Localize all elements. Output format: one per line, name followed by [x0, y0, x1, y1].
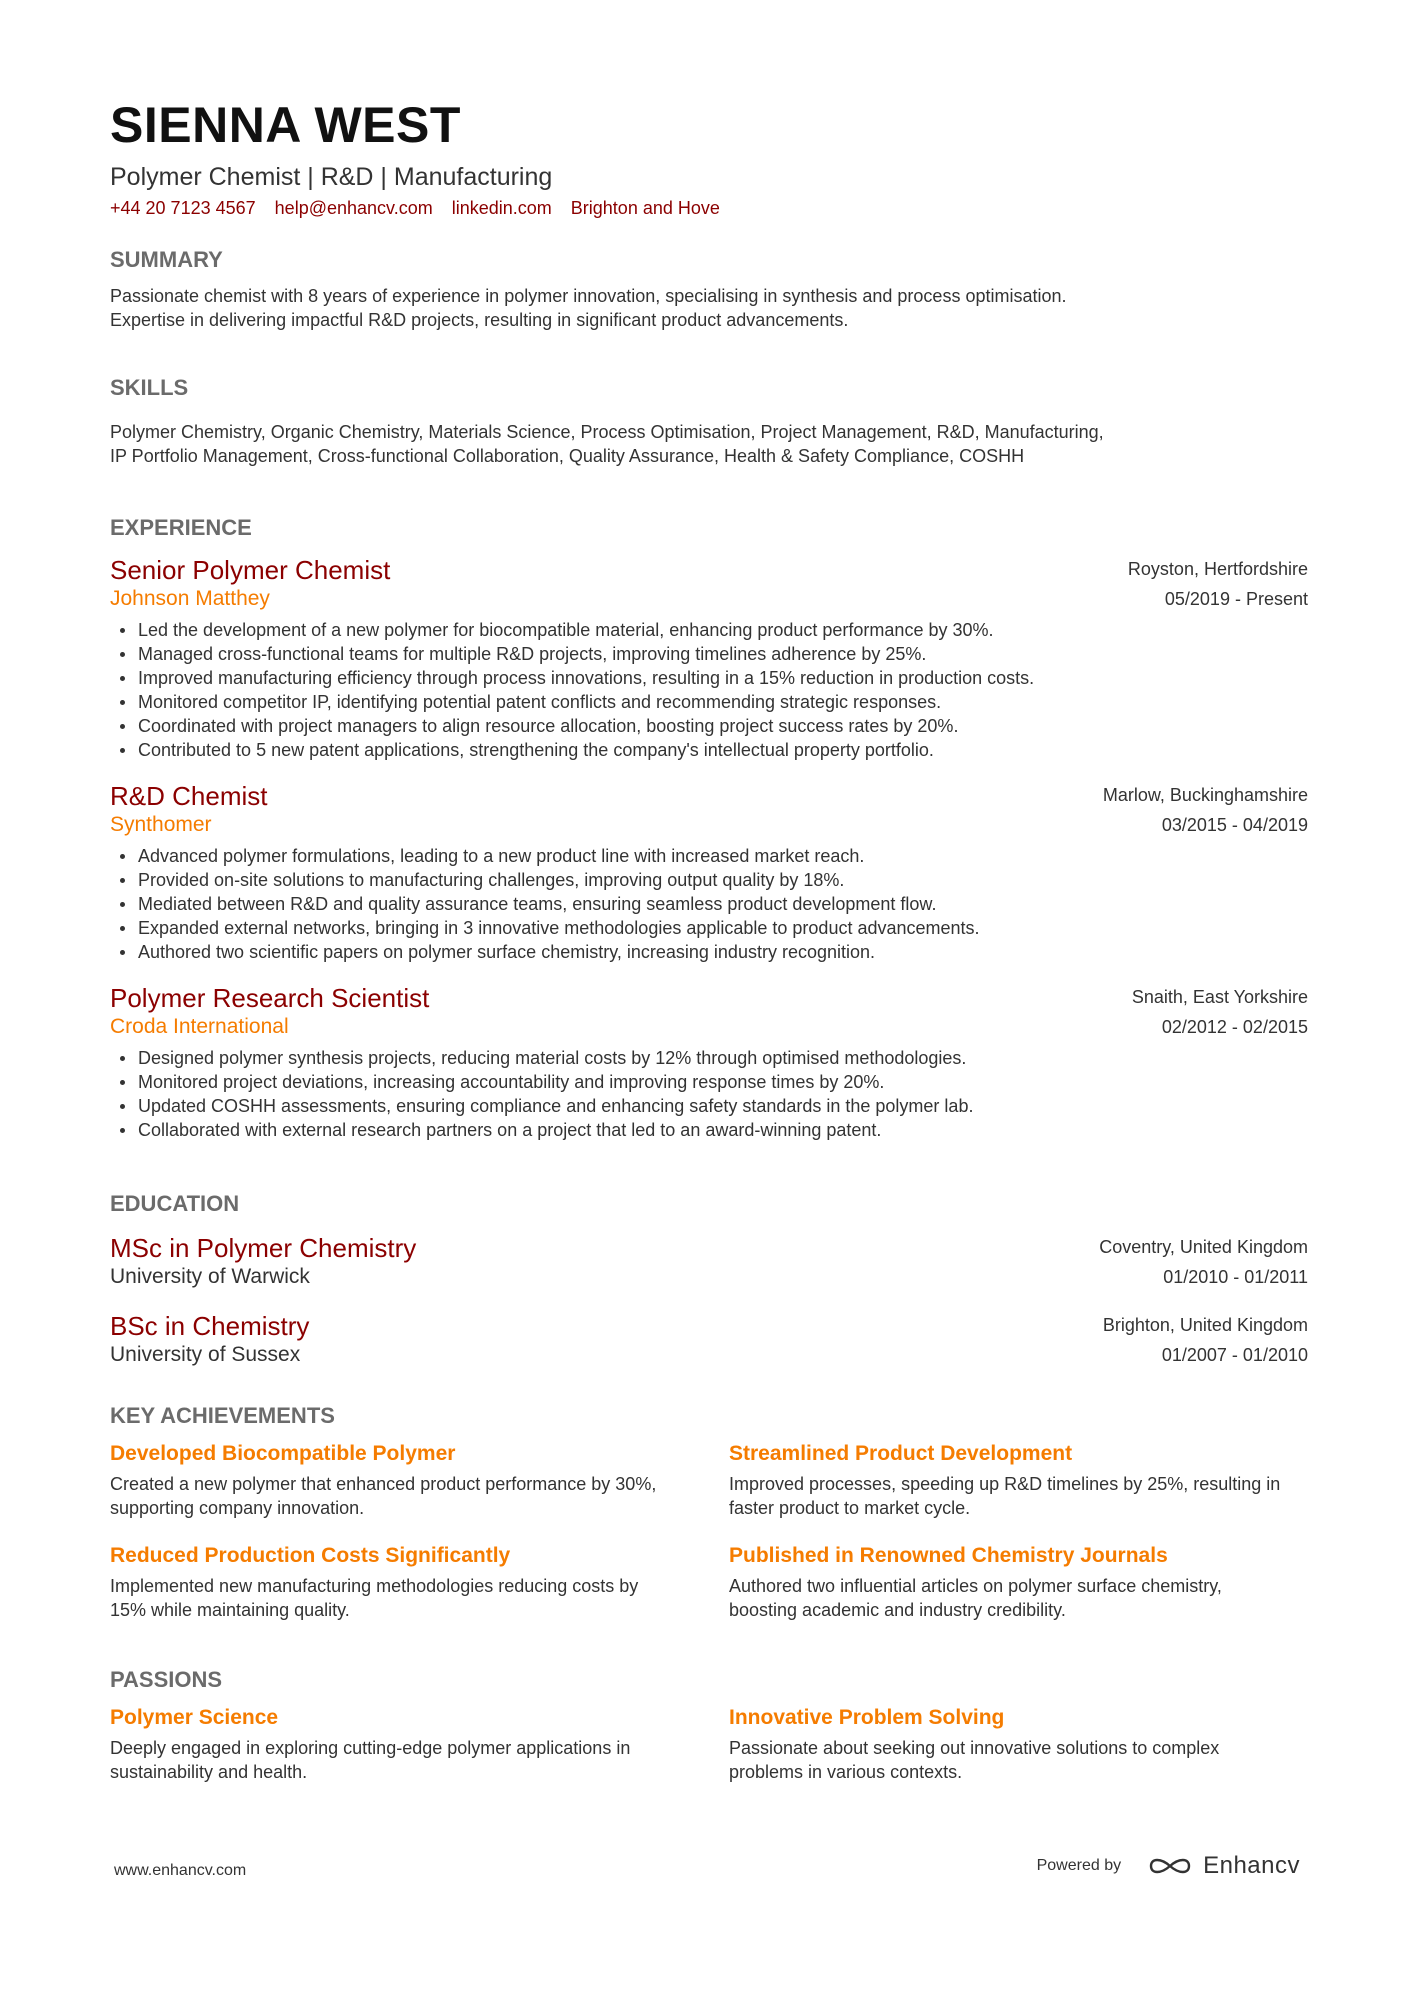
- job-entry: [110, 982, 1308, 1142]
- job-location: Snaith, East Yorkshire: [1131, 987, 1308, 1007]
- job-bullet: Monitored competitor IP, identifying potential patent conflicts and recommending strategic responses.: [138, 690, 1308, 714]
- education-meta: [1103, 1310, 1308, 1370]
- job-bullet: Authored two scientific papers on polymer surface chemistry, increasing industry recognition.: [138, 940, 1308, 964]
- achievement-desc: Created a new polymer that enhanced product performance by 30%, supporting company innovation.: [110, 1474, 657, 1518]
- school-name: University of Warwick: [110, 1265, 310, 1288]
- education-dates: 01/2007 - 01/2010: [1161, 1345, 1308, 1365]
- job-bullet: Updated COSHH assessments, ensuring compliance and enhancing safety standards in the polymer lab.: [138, 1094, 1308, 1118]
- job-bullet: Contributed to 5 new patent applications, strengthening the company's intellectual property portfolio.: [138, 738, 1308, 762]
- achievement-title: Developed Biocompatible Polymer: [110, 1442, 456, 1465]
- contact-linkedin[interactable]: linkedin.com: [451, 198, 552, 218]
- job-location: Marlow, Buckinghamshire: [1102, 785, 1308, 805]
- job-bullet: Advanced polymer formulations, leading to a new product line with increased market reach.: [138, 844, 1308, 868]
- job-bullet: Collaborated with external research partners on a project that led to an award-winning patent.: [138, 1118, 1308, 1142]
- school-name: University of Sussex: [110, 1343, 301, 1366]
- job-entry: [110, 780, 1308, 964]
- passions-grid: [110, 1704, 1348, 1806]
- job-bullet: Provided on-site solutions to manufacturing challenges, improving output quality by 18%.: [138, 868, 1308, 892]
- education-location: Coventry, United Kingdom: [1099, 1237, 1308, 1257]
- achievement-desc: Improved processes, speeding up R&D timelines by 25%, resulting in faster product to market cycle.: [729, 1474, 1281, 1518]
- skills-section: [110, 374, 1308, 468]
- job-title: Polymer Research Scientist: [110, 983, 430, 1013]
- job-bullet: Mediated between R&D and quality assurance teams, ensuring seamless product development flow.: [138, 892, 1308, 916]
- powered-by-label: Powered by: [1036, 1857, 1122, 1874]
- job-location: Royston, Hertfordshire: [1127, 559, 1308, 579]
- job-bullet: Coordinated with project managers to align resource allocation, boosting project success rates by 20%.: [138, 714, 1308, 738]
- section-heading: PASSIONS: [110, 1667, 223, 1692]
- summary-section: [110, 246, 1308, 332]
- contact-phone[interactable]: +44 20 7123 4567: [110, 198, 256, 218]
- achievements-section: [110, 1402, 1348, 1644]
- resume-page: [110, 96, 1308, 1782]
- job-bullet: Expanded external networks, bringing in 3 innovative methodologies applicable to product advancements.: [138, 916, 1308, 940]
- degree-title: BSc in Chemistry: [110, 1311, 310, 1341]
- job-title: R&D Chemist: [110, 781, 268, 811]
- job-meta: [1132, 982, 1308, 1042]
- degree-title: MSc in Polymer Chemistry: [110, 1233, 417, 1263]
- passion-title: Polymer Science: [110, 1706, 279, 1729]
- contact-email[interactable]: help@enhancv.com: [274, 198, 433, 218]
- achievement-title: Published in Renowned Chemistry Journals: [729, 1544, 1168, 1567]
- section-heading: EXPERIENCE: [110, 515, 252, 540]
- job-dates: 05/2019 - Present: [1164, 589, 1308, 609]
- enhancv-logo-icon: [1147, 1853, 1193, 1879]
- job-bullets: [110, 618, 1308, 762]
- achievement-desc: Implemented new manufacturing methodologies reducing costs by 15% while maintaining quality.: [110, 1576, 639, 1620]
- passion-item: [110, 1704, 729, 1784]
- summary-line: Expertise in delivering impactful R&D projects, resulting in significant product advancements.: [110, 310, 849, 330]
- education-section: [110, 1190, 1308, 1368]
- passion-desc: Deeply engaged in exploring cutting-edge polymer applications in sustainability and health.: [110, 1738, 631, 1782]
- contact-location: Brighton and Hove: [570, 198, 720, 218]
- job-company: Johnson Matthey: [110, 587, 270, 610]
- job-bullet: Led the development of a new polymer for biocompatible material, enhancing product performance by 30%.: [138, 618, 1308, 642]
- summary-text: [110, 284, 1308, 332]
- skills-line: IP Portfolio Management, Cross-functional Collaboration, Quality Assurance, Health & Safety Compliance, COSHH: [110, 446, 1025, 466]
- passion-title: Innovative Problem Solving: [729, 1706, 1005, 1729]
- achievement-item: [729, 1440, 1348, 1520]
- footer-website[interactable]: www.enhancv.com: [114, 1862, 247, 1879]
- experience-section: [110, 514, 1308, 1142]
- achievement-desc: Authored two influential articles on polymer surface chemistry, boosting academic and industry credibility.: [729, 1576, 1222, 1620]
- job-entry: [110, 554, 1308, 762]
- education-meta: [1099, 1232, 1308, 1292]
- job-bullet: Monitored project deviations, increasing accountability and improving response times by 20%.: [138, 1070, 1308, 1094]
- footer-branding: [1037, 1852, 1300, 1880]
- candidate-title: Polymer Chemist | R&D | Manufacturing: [110, 163, 553, 191]
- achievement-item: [110, 1542, 729, 1622]
- job-dates: 03/2015 - 04/2019: [1161, 815, 1308, 835]
- job-bullet: Managed cross-functional teams for multiple R&D projects, improving timelines adherence by 25%.: [138, 642, 1308, 666]
- job-bullets: [110, 1046, 1308, 1142]
- section-heading: SUMMARY: [110, 247, 223, 272]
- job-title: Senior Polymer Chemist: [110, 555, 391, 585]
- passion-desc: Passionate about seeking out innovative solutions to complex problems in various contexts.: [729, 1738, 1220, 1782]
- skills-line: Polymer Chemistry, Organic Chemistry, Materials Science, Process Optimisation, Project Management, R&D, Manufacturing,: [110, 422, 1104, 442]
- job-dates: 02/2012 - 02/2015: [1161, 1017, 1308, 1037]
- achievements-grid: [110, 1440, 1348, 1644]
- section-heading: KEY ACHIEVEMENTS: [110, 1403, 335, 1428]
- job-meta: [1128, 554, 1308, 614]
- passions-section: [110, 1666, 1348, 1806]
- job-bullet: Designed polymer synthesis projects, reducing material costs by 12% through optimised methodologies.: [138, 1046, 1308, 1070]
- candidate-name: SIENNA WEST: [110, 97, 461, 153]
- passion-item: [729, 1704, 1348, 1784]
- education-dates: 01/2010 - 01/2011: [1163, 1267, 1308, 1287]
- section-heading: EDUCATION: [110, 1191, 240, 1216]
- education-entry: [110, 1232, 1308, 1290]
- achievement-title: Streamlined Product Development: [729, 1442, 1073, 1465]
- education-location: Brighton, United Kingdom: [1102, 1315, 1308, 1335]
- summary-line: Passionate chemist with 8 years of experience in polymer innovation, specialising in synthesis and process optimisation.: [110, 286, 1067, 306]
- job-company: Synthomer: [110, 813, 212, 836]
- education-entry: [110, 1310, 1308, 1368]
- achievement-item: [110, 1440, 729, 1520]
- contact-line: [110, 196, 1308, 220]
- job-bullet: Improved manufacturing efficiency through process innovations, resulting in a 15% reduction in production costs.: [138, 666, 1308, 690]
- achievement-title: Reduced Production Costs Significantly: [110, 1544, 511, 1567]
- job-meta: [1103, 780, 1308, 840]
- section-heading: SKILLS: [110, 375, 189, 400]
- brand-name: Enhancv: [1203, 1852, 1300, 1879]
- job-company: Croda International: [110, 1015, 289, 1038]
- skills-text: [110, 420, 1308, 468]
- achievement-item: [729, 1542, 1348, 1622]
- job-bullets: [110, 844, 1308, 964]
